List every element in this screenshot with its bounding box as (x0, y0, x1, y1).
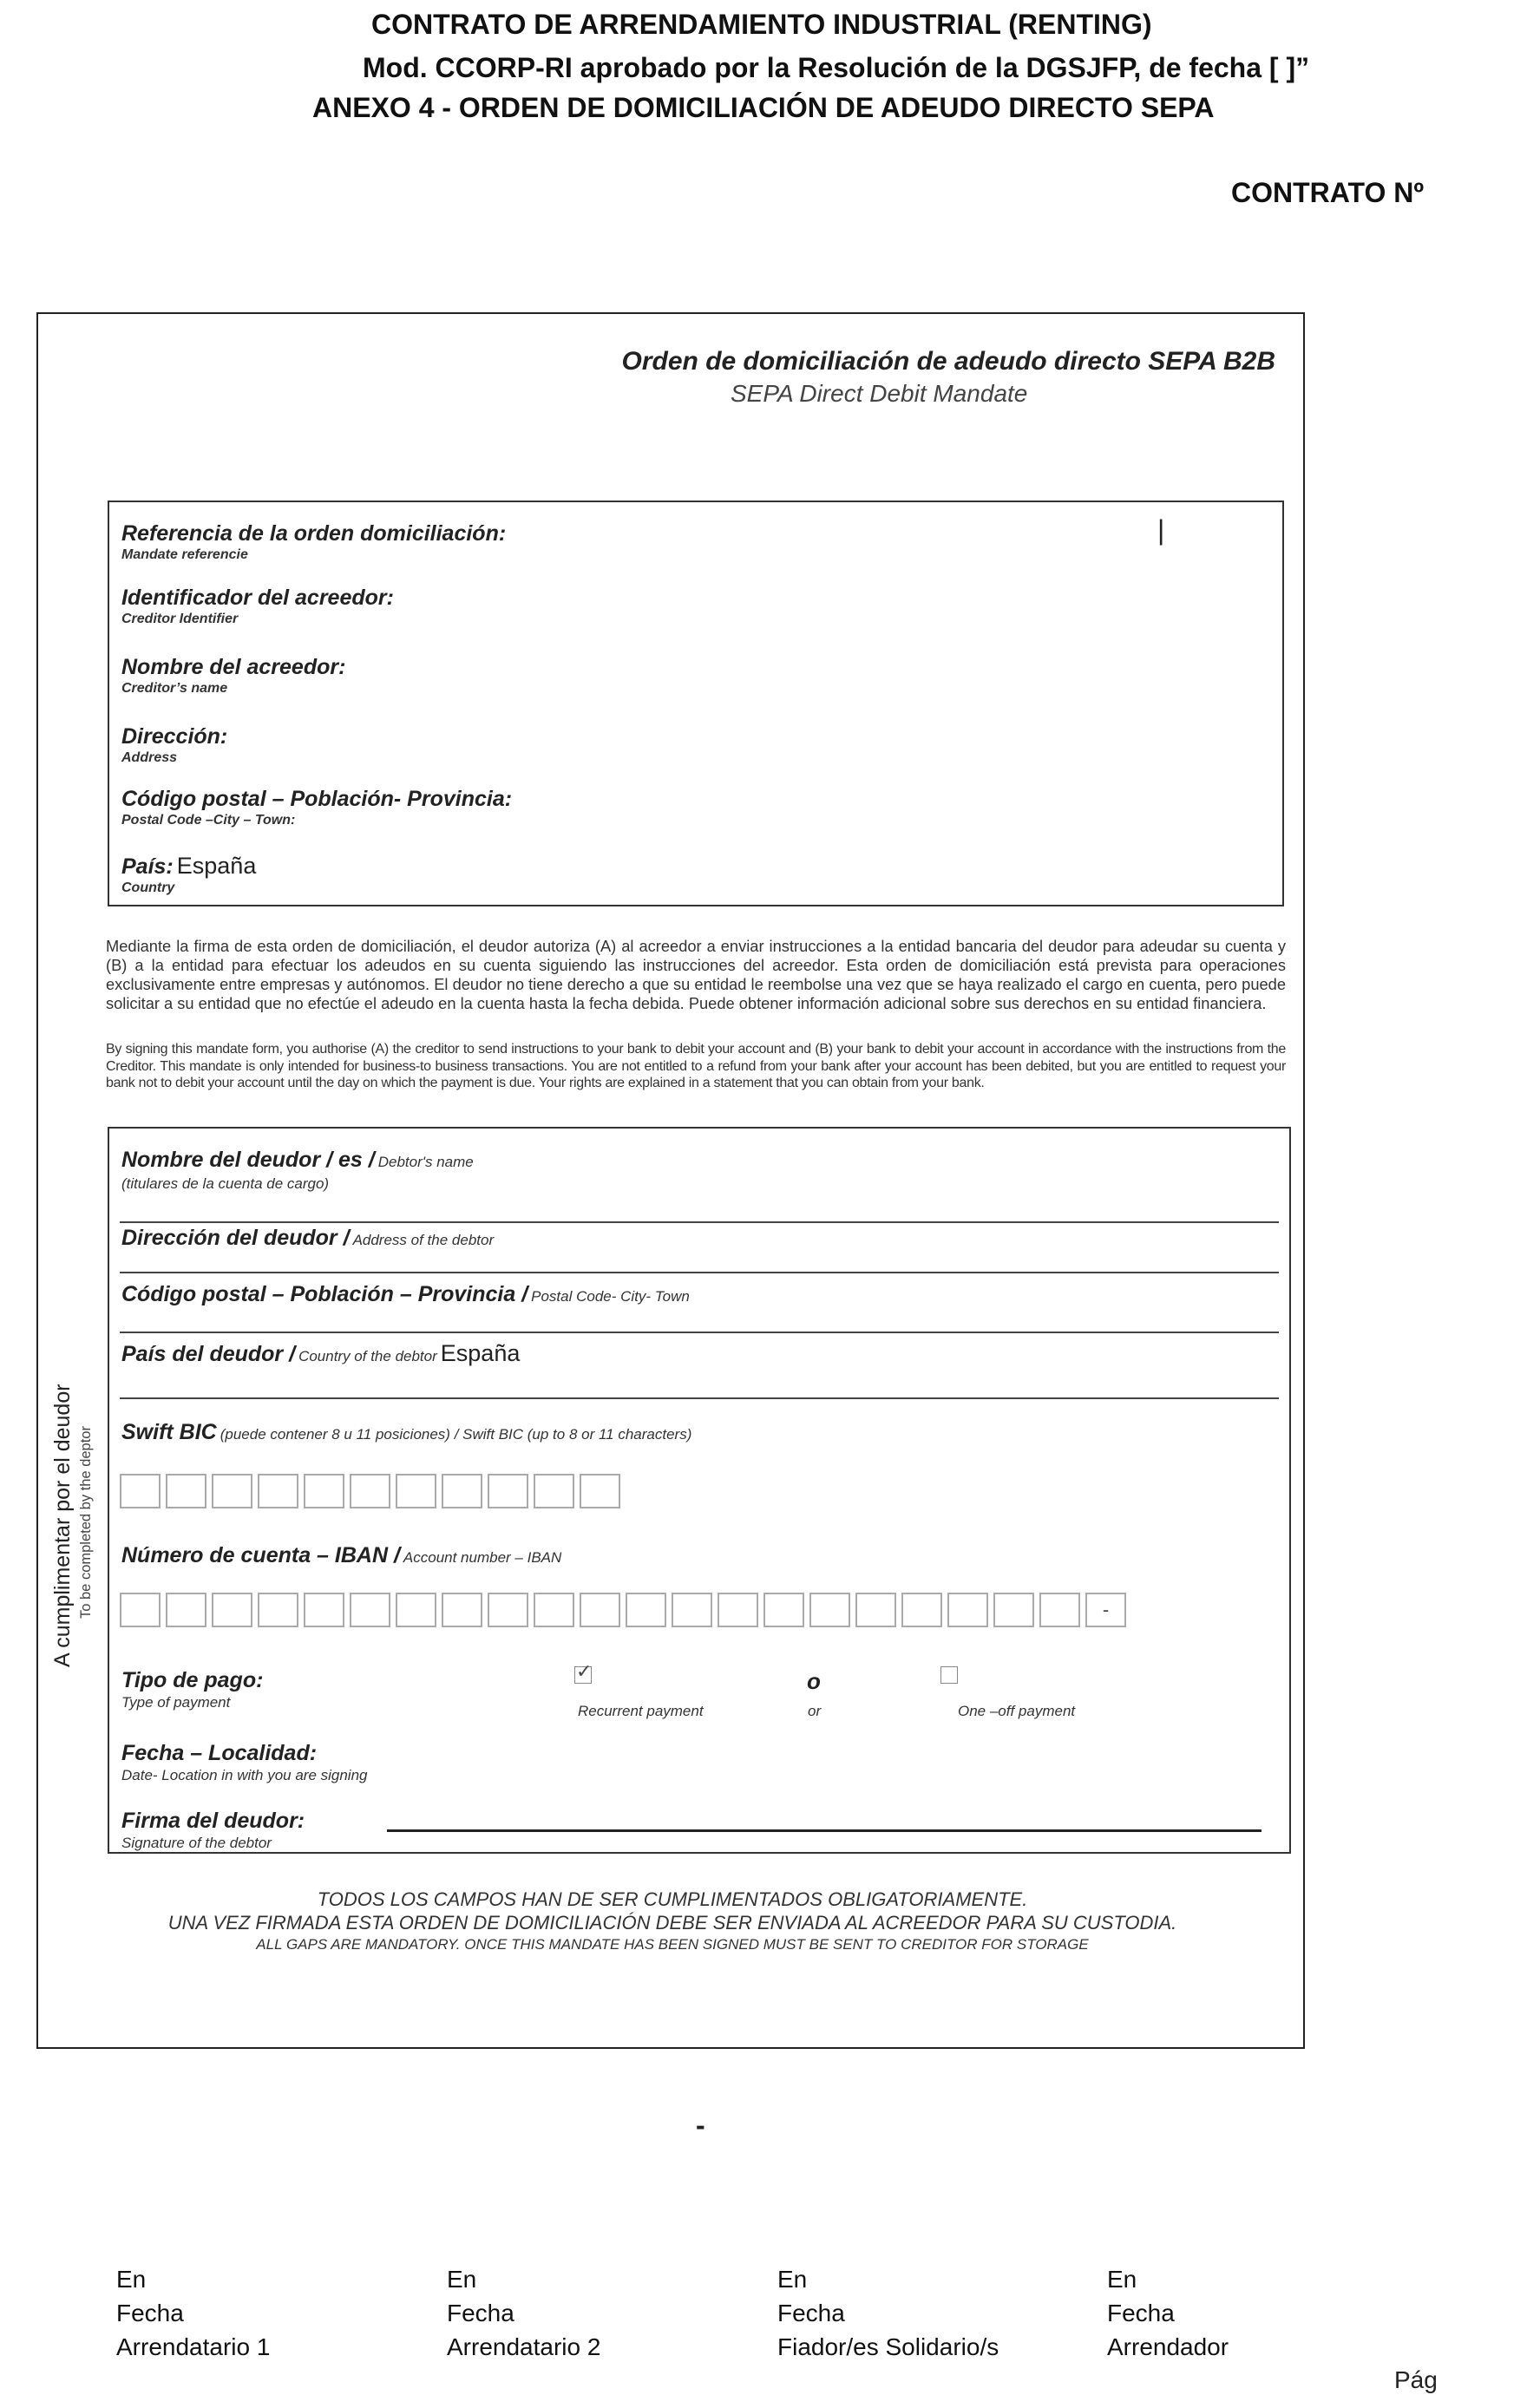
iban-cell-last[interactable]: - (1085, 1593, 1126, 1627)
creditor-identifier-sublabel: Creditor Identifier (121, 612, 239, 626)
date-location-field[interactable] (121, 1741, 368, 1784)
sig-fecha-label: Fecha (116, 2300, 184, 2326)
sig-party-label: Arrendatario 2 (447, 2333, 601, 2360)
bic-cell[interactable] (166, 1474, 206, 1508)
creditor-country-value: España (176, 853, 257, 879)
annex-title: ANEXO 4 - ORDEN DE DOMICILIACIÓN DE ADEUDO DIRECTO SEPA (312, 92, 1215, 123)
iban-cell[interactable] (120, 1593, 161, 1627)
page-label: Pág (1394, 2366, 1438, 2393)
sig-en-label: En (447, 2266, 477, 2293)
iban-cell[interactable] (580, 1593, 620, 1627)
debtor-box (108, 1127, 1291, 1854)
iban-cell[interactable] (350, 1593, 390, 1627)
signature-block-arrendatario-2 (447, 2262, 600, 2364)
mandate-reference-label: Referencia de la orden domiciliación: (121, 521, 507, 546)
date-location-label: Fecha – Localidad: (121, 1741, 318, 1765)
iban-cell[interactable] (901, 1593, 942, 1627)
debtor-name-label: Nombre del deudor / es / (121, 1148, 375, 1172)
bic-cell[interactable] (304, 1474, 344, 1508)
sig-en-label: En (777, 2266, 808, 2293)
sig-fecha-label: Fecha (777, 2300, 845, 2326)
iban-sublabel: Account number – IBAN (403, 1549, 562, 1566)
mandate-paragraph-en: By signing this mandate form, you authorise (A) the creditor to send instructions to your bank to debit your account and (B) your bank to debit your account in accordance with the instructions from the Creditor. This mandate is only intended for business-to business transactions. You are not entitled to a refund from your bank after your account has been debited, but you are entitled to request your bank not to debit your account until the day on which the payment is due. Your rights are explained in a statement that you can obtain from your bank. (106, 1042, 1286, 1090)
bic-cell[interactable] (258, 1474, 298, 1508)
iban-cell[interactable] (166, 1593, 206, 1627)
one-off-payment-checkbox[interactable] (940, 1666, 958, 1684)
iban-cell[interactable] (809, 1593, 850, 1627)
creditor-address-sublabel: Address (121, 750, 178, 765)
sig-en-label: En (1107, 2266, 1137, 2293)
debtor-address-sublabel: Address of the debtor (352, 1232, 495, 1248)
payment-type-label: Tipo de pago: (121, 1668, 264, 1692)
sig-en-label: En (116, 2266, 147, 2293)
debtor-postal-field (121, 1282, 690, 1307)
iban-field (121, 1543, 561, 1568)
mandate-reference-field[interactable] (121, 521, 506, 563)
debtor-postal-line[interactable] (120, 1332, 1279, 1333)
recurrent-payment-label: Recurrent payment (578, 1703, 704, 1719)
iban-cell[interactable] (488, 1593, 528, 1627)
custody-notice-es: UNA VEZ FIRMADA ESTA ORDEN DE DOMICILIACIÓN DEBE SER ENVIADA AL ACREEDOR PARA SU CUSTODIA. (167, 1912, 1177, 1934)
payment-type-field (121, 1668, 263, 1711)
debtor-postal-sublabel: Postal Code- City- Town (531, 1288, 690, 1305)
form-subtitle: SEPA Direct Debit Mandate (731, 380, 1028, 407)
sig-fecha-label: Fecha (447, 2300, 514, 2326)
footer-notice-en: ALL GAPS ARE MANDATORY. ONCE THIS MANDATE HAS BEEN SIGNED MUST BE SENT TO CREDITOR FOR STORAGE (256, 1936, 1089, 1953)
swift-bic-sublabel: (puede contener 8 u 11 posiciones) / Swift BIC (up to 8 or 11 characters) (220, 1426, 692, 1443)
side-label-debtor-en: To be completed by the deptor (78, 1426, 94, 1619)
form-title: Orden de domiciliación de adeudo directo SEPA B2B (621, 347, 1275, 376)
iban-cell[interactable] (534, 1593, 574, 1627)
swift-bic-cells (120, 1474, 626, 1508)
mandatory-notice-es: TODOS LOS CAMPOS HAN DE SER CUMPLIMENTADOS OBLIGATORIAMENTE. (317, 1888, 1028, 1910)
dash-mark: - (696, 2110, 705, 2141)
signature-sublabel: Signature of the debtor (121, 1835, 272, 1851)
bic-cell[interactable] (442, 1474, 482, 1508)
signature-block-arrendatario-1 (116, 2262, 270, 2364)
iban-cell[interactable] (855, 1593, 896, 1627)
creditor-name-field[interactable] (121, 655, 345, 697)
iban-cell[interactable] (396, 1593, 436, 1627)
model-approval-line: Mod. CCORP-RI aprobado por la Resolución de la DGSJFP, de fecha [ ]” (363, 52, 1310, 83)
creditor-postal-label: Código postal – Población- Provincia: (121, 787, 513, 811)
side-label-debtor: A cumplimentar por el deudor (50, 1384, 75, 1667)
date-location-sublabel: Date- Location in with you are signing (121, 1767, 368, 1783)
debtor-address-field (121, 1226, 494, 1251)
creditor-country-field[interactable] (121, 853, 256, 896)
sig-party-label: Arrendador (1107, 2333, 1229, 2360)
creditor-country-sublabel: Country (121, 880, 175, 895)
iban-cell[interactable] (626, 1593, 666, 1627)
sig-party-label: Fiador/es Solidario/s (777, 2333, 999, 2360)
contract-title: CONTRATO DE ARRENDAMIENTO INDUSTRIAL (RENTING) (371, 9, 1152, 40)
debtor-signature-field (121, 1809, 305, 1852)
text-cursor: | (1157, 514, 1165, 546)
debtor-country-field (121, 1340, 520, 1367)
iban-cell[interactable] (947, 1593, 988, 1627)
creditor-name-label: Nombre del acreedor: (121, 655, 346, 679)
or-label: or (808, 1703, 822, 1719)
debtor-name-line[interactable] (120, 1221, 1279, 1223)
iban-cell[interactable] (212, 1593, 252, 1627)
creditor-country-label: País: (121, 854, 174, 879)
one-off-payment-label: One –off payment (958, 1703, 1076, 1719)
bic-cell[interactable] (488, 1474, 528, 1508)
bic-cell[interactable] (534, 1474, 574, 1508)
iban-cell[interactable] (718, 1593, 758, 1627)
signature-block-arrendador (1107, 2262, 1229, 2364)
sig-fecha-label: Fecha (1107, 2300, 1175, 2326)
iban-cell[interactable] (304, 1593, 344, 1627)
sepa-mandate-form (36, 312, 1305, 2049)
debtor-name-note: (titulares de la cuenta de cargo) (121, 1175, 330, 1192)
debtor-country-value: España (440, 1340, 521, 1366)
creditor-box (108, 501, 1284, 906)
bic-cell[interactable] (350, 1474, 390, 1508)
sig-party-label: Arrendatario 1 (116, 2333, 271, 2360)
swift-bic-label: Swift BIC (121, 1420, 217, 1444)
iban-cell[interactable] (993, 1593, 1034, 1627)
mandate-reference-sublabel: Mandate referencie (121, 547, 248, 562)
creditor-identifier-label: Identificador del acreedor: (121, 586, 394, 610)
debtor-address-label: Dirección del deudor / (121, 1226, 350, 1250)
iban-cells (120, 1593, 1126, 1627)
iban-cell[interactable] (763, 1593, 804, 1627)
contract-number-label: CONTRATO Nº (1231, 177, 1425, 208)
debtor-name-sublabel: Debtor's name (377, 1154, 474, 1170)
signature-line[interactable] (387, 1829, 1261, 1832)
debtor-country-sublabel: Country of the debtor (298, 1348, 437, 1364)
creditor-address-label: Dirección: (121, 724, 228, 749)
creditor-postal-sublabel: Postal Code –City – Town: (121, 813, 296, 828)
signature-label: Firma del deudor: (121, 1809, 305, 1833)
debtor-postal-label: Código postal – Población – Provincia / (121, 1282, 528, 1306)
creditor-identifier-field[interactable] (121, 586, 394, 627)
swift-bic-field (121, 1420, 691, 1445)
debtor-country-label: País del deudor / (121, 1342, 296, 1366)
iban-cell[interactable] (442, 1593, 482, 1627)
bic-cell[interactable] (396, 1474, 436, 1508)
bic-cell[interactable] (120, 1474, 161, 1508)
iban-label: Número de cuenta – IBAN / (121, 1543, 400, 1567)
bic-cell[interactable] (580, 1474, 620, 1508)
creditor-postal-field[interactable] (121, 787, 512, 828)
iban-cell[interactable] (672, 1593, 712, 1627)
debtor-address-line[interactable] (120, 1272, 1279, 1273)
signature-block-fiador (777, 2262, 999, 2364)
debtor-country-line[interactable] (120, 1397, 1279, 1399)
debtor-name-field (121, 1148, 474, 1193)
creditor-name-sublabel: Creditor’s name (121, 681, 228, 696)
check-icon: ✓ (576, 1660, 593, 1682)
mandate-paragraph-es: Mediante la firma de esta orden de domiciliación, el deudor autoriza (A) al acreedor a enviar instrucciones a la entidad bancaria del deudor para adeudar su cuenta y (B) a la entidad para efectuar los adeudos en su cuenta siguiendo las instrucciones del acreedor. Esta orden de domiciliación está prevista para operaciones exclusivamente entre empresas y autónomos. El deudor no tiene derecho a que su entidad le reembolse una vez que se haya realizado el cargo en cuenta, pero puede solicitar a su entidad que no efectúe el adeudo en la cuenta hasta la fecha debida. Puede obtener información adicional sobre sus derechos en su entidad financiera. (106, 937, 1286, 1012)
payment-type-sublabel: Type of payment (121, 1694, 231, 1711)
iban-cell[interactable] (1039, 1593, 1080, 1627)
creditor-address-field[interactable] (121, 724, 227, 766)
recurrent-payment-checkbox[interactable] (574, 1660, 593, 1684)
bic-cell[interactable] (212, 1474, 252, 1508)
iban-cell[interactable] (258, 1593, 298, 1627)
or-separator: o (807, 1668, 821, 1694)
